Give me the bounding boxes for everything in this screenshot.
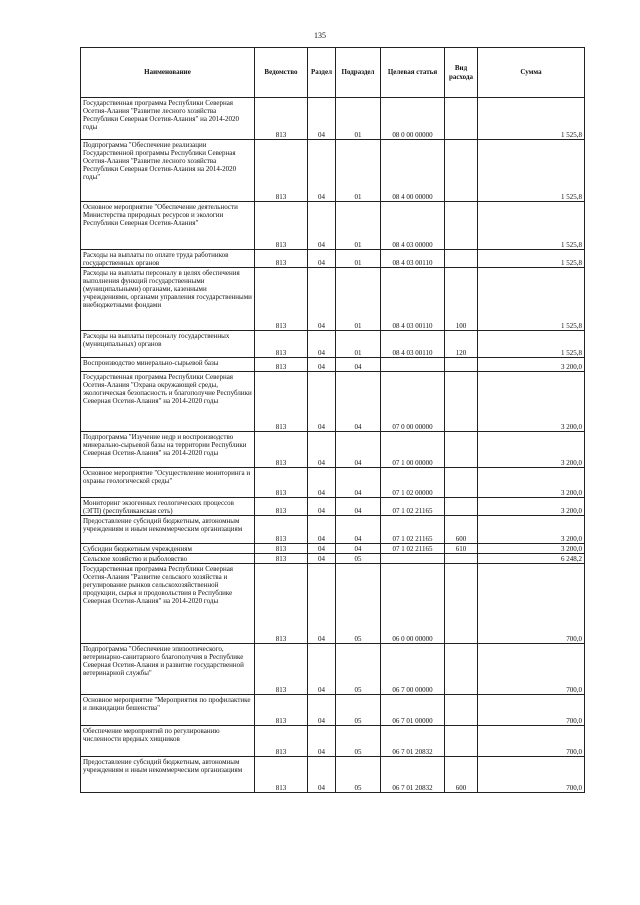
cell-subsection: 01 [336, 140, 381, 202]
page-number: 135 [314, 31, 326, 40]
cell-name [81, 250, 255, 268]
cell-ministry: 813 [255, 250, 308, 268]
cell-section: 04 [308, 250, 336, 268]
cell-name-text: Основное мероприятие "Обеспечение деятельности Министерства природных ресурсов и экологии Республики Северная Осетия-Алания" [83, 203, 238, 227]
budget-table [80, 47, 585, 793]
cell-section: 04 [308, 726, 336, 757]
table-row [81, 372, 585, 432]
cell-amount: 3 200,0 [478, 358, 585, 372]
table-row [81, 268, 585, 331]
cell-name [81, 372, 255, 432]
cell-ministry: 813 [255, 468, 308, 498]
cell-name-text: Расходы на выплаты по оплате труда работников государственных органов [83, 251, 229, 267]
cell-ministry: 813 [255, 516, 308, 544]
cell-subsection: 04 [336, 358, 381, 372]
cell-subsection: 05 [336, 695, 381, 726]
cell-target: 06 7 01 00000 [381, 695, 445, 726]
cell-amount: 1 525,8 [478, 202, 585, 250]
cell-expense [445, 695, 478, 726]
cell-name-text: Сельское хозяйство и рыболовство [83, 555, 188, 563]
cell-amount: 3 200,0 [478, 372, 585, 432]
cell-name-text: Государственная программа Республики Северная Осетия-Алания "Развитие лесного хозяйства Республики Северная Осетия-Алания" на 2014-2020 годы [83, 99, 240, 131]
cell-target: 06 7 00 00000 [381, 644, 445, 695]
cell-target: 08 4 03 00110 [381, 250, 445, 268]
table-row [81, 544, 585, 554]
cell-target: 06 0 00 00000 [381, 564, 445, 644]
cell-ministry: 813 [255, 554, 308, 564]
cell-amount: 3 200,0 [478, 544, 585, 554]
cell-ministry: 813 [255, 202, 308, 250]
cell-expense [445, 468, 478, 498]
cell-ministry: 813 [255, 358, 308, 372]
cell-subsection: 01 [336, 250, 381, 268]
cell-expense: 610 [445, 544, 478, 554]
cell-target: 07 1 00 00000 [381, 432, 445, 468]
cell-subsection: 04 [336, 372, 381, 432]
cell-section: 04 [308, 372, 336, 432]
table-row [81, 202, 585, 250]
cell-name-text: Подпрограмма "Обеспечение эпизоотического, ветеринарно-санитарного благополучия в Республике Северная Осетия-Алания и развитие государственной ветеринарной службы" [83, 645, 244, 677]
cell-subsection: 01 [336, 98, 381, 140]
cell-ministry: 813 [255, 432, 308, 468]
cell-section: 04 [308, 268, 336, 331]
cell-name-text: Подпрограмма "Изучение недр и воспроизводство минерально-сырьевой базы на территории Республики Северная Осетия-Алания" на 2014-2020 годы [83, 433, 247, 457]
cell-name-text: Обеспечение мероприятий по регулированию численности вредных хищников [83, 727, 220, 743]
cell-amount: 700,0 [478, 726, 585, 757]
cell-ministry: 813 [255, 372, 308, 432]
cell-amount: 3 200,0 [478, 432, 585, 468]
cell-section: 04 [308, 564, 336, 644]
cell-subsection: 05 [336, 726, 381, 757]
table-row [81, 250, 585, 268]
table-row [81, 554, 585, 564]
cell-target: 07 1 02 21165 [381, 498, 445, 516]
cell-ministry: 813 [255, 331, 308, 358]
cell-expense [445, 140, 478, 202]
cell-name [81, 140, 255, 202]
table-row [81, 644, 585, 695]
cell-target: 07 1 02 21165 [381, 516, 445, 544]
cell-subsection: 04 [336, 544, 381, 554]
cell-section: 04 [308, 98, 336, 140]
cell-name [81, 544, 255, 554]
cell-name [81, 331, 255, 358]
cell-expense [445, 644, 478, 695]
cell-ministry: 813 [255, 757, 308, 793]
cell-expense [445, 250, 478, 268]
cell-section: 04 [308, 202, 336, 250]
table-row [81, 695, 585, 726]
cell-target: 08 4 03 00110 [381, 331, 445, 358]
cell-expense [445, 98, 478, 140]
cell-name [81, 695, 255, 726]
cell-section: 04 [308, 468, 336, 498]
table-row [81, 564, 585, 644]
cell-amount: 1 525,8 [478, 140, 585, 202]
cell-name [81, 644, 255, 695]
cell-name-text: Воспроизводство минерально-сырьевой базы [83, 359, 219, 367]
cell-expense [445, 372, 478, 432]
cell-name [81, 98, 255, 140]
cell-ministry: 813 [255, 140, 308, 202]
cell-section: 04 [308, 757, 336, 793]
cell-expense [445, 358, 478, 372]
cell-target: 06 7 01 20832 [381, 757, 445, 793]
cell-expense: 600 [445, 516, 478, 544]
cell-name-text: Подпрограмма "Обеспечение реализации Государственной программы Республики Северная Осетия-Алания "Развитие лесного хозяйства Республики Северная Осетия-Алания на 2014-2020 годы" [83, 141, 237, 181]
table-row [81, 358, 585, 372]
cell-section: 04 [308, 331, 336, 358]
table-row [81, 98, 585, 140]
cell-subsection: 01 [336, 202, 381, 250]
cell-amount: 1 525,8 [478, 250, 585, 268]
cell-ministry: 813 [255, 98, 308, 140]
cell-section: 04 [308, 644, 336, 695]
column-header-ministry: Ведомство [255, 48, 308, 98]
cell-name-text: Основное мероприятие "Мероприятия по профилактике и ликвидации бешенства" [83, 696, 251, 712]
cell-amount: 3 200,0 [478, 468, 585, 498]
cell-name-text: Государственная программа Республики Северная Осетия-Алания "Развитие сельского хозяйства и регулирование рынков сельскохозяйственной продукции, сырья и продовольствия в Республике Северная Осетия-Алания" на 2014-2020 годы [83, 565, 234, 605]
cell-name [81, 516, 255, 544]
column-header-subsection: Подраздел [336, 48, 381, 98]
cell-name [81, 202, 255, 250]
cell-ministry: 813 [255, 726, 308, 757]
cell-subsection: 04 [336, 468, 381, 498]
column-header-expense: Вид расхода [445, 48, 478, 98]
cell-amount: 700,0 [478, 757, 585, 793]
cell-name [81, 498, 255, 516]
cell-expense [445, 498, 478, 516]
table-row [81, 331, 585, 358]
cell-section: 04 [308, 140, 336, 202]
cell-subsection: 04 [336, 432, 381, 468]
cell-amount: 700,0 [478, 644, 585, 695]
cell-ministry: 813 [255, 544, 308, 554]
cell-ministry: 813 [255, 695, 308, 726]
column-header-target: Целевая статья [381, 48, 445, 98]
cell-ministry: 813 [255, 498, 308, 516]
cell-subsection: 04 [336, 516, 381, 544]
cell-name [81, 268, 255, 331]
cell-name [81, 468, 255, 498]
cell-subsection: 05 [336, 644, 381, 695]
cell-section: 04 [308, 358, 336, 372]
cell-subsection: 01 [336, 331, 381, 358]
table-row [81, 468, 585, 498]
cell-section: 04 [308, 516, 336, 544]
cell-section: 04 [308, 544, 336, 554]
cell-expense [445, 726, 478, 757]
table-row [81, 498, 585, 516]
cell-name [81, 757, 255, 793]
cell-amount: 700,0 [478, 564, 585, 644]
cell-subsection: 04 [336, 498, 381, 516]
column-header-section: Раздел [308, 48, 336, 98]
cell-subsection: 05 [336, 564, 381, 644]
cell-target: 07 1 02 21165 [381, 544, 445, 554]
cell-name [81, 726, 255, 757]
cell-expense: 600 [445, 757, 478, 793]
cell-target: 08 4 03 00000 [381, 202, 445, 250]
cell-section: 04 [308, 554, 336, 564]
cell-target: 07 0 00 00000 [381, 372, 445, 432]
cell-name-text: Субсидии бюджетным учреждениям [83, 545, 192, 553]
cell-target: 08 4 00 00000 [381, 140, 445, 202]
cell-target [381, 554, 445, 564]
cell-expense: 120 [445, 331, 478, 358]
cell-subsection: 05 [336, 554, 381, 564]
cell-expense [445, 202, 478, 250]
table-row [81, 757, 585, 793]
cell-name [81, 564, 255, 644]
cell-expense: 100 [445, 268, 478, 331]
cell-expense [445, 432, 478, 468]
cell-amount: 1 525,8 [478, 268, 585, 331]
cell-section: 04 [308, 432, 336, 468]
cell-target: 06 7 01 20832 [381, 726, 445, 757]
cell-name-text: Государственная программа Республики Северная Осетия-Алания "Охрана окружающей среды, экологическая безопасность и благополучие Республики Северная Осетия-Алания" на 2014-2020 годы [83, 373, 252, 405]
cell-ministry: 813 [255, 564, 308, 644]
cell-name [81, 554, 255, 564]
cell-name-text: Мониторинг экзогенных геологических процессов (ЭГП) (республиканская сеть) [83, 499, 234, 515]
cell-ministry: 813 [255, 268, 308, 331]
cell-target [381, 358, 445, 372]
header-row [81, 48, 585, 98]
cell-amount: 3 200,0 [478, 498, 585, 516]
table-row [81, 516, 585, 544]
cell-expense [445, 564, 478, 644]
cell-ministry: 813 [255, 644, 308, 695]
cell-target: 08 4 03 00110 [381, 268, 445, 331]
column-header-amount: Сумма [478, 48, 585, 98]
cell-subsection: 05 [336, 757, 381, 793]
table-row [81, 432, 585, 468]
cell-name-text: Предоставление субсидий бюджетным, автономным учреждениям и иным некоммерческим организациям [83, 758, 243, 774]
cell-amount: 1 525,8 [478, 98, 585, 140]
cell-name [81, 358, 255, 372]
cell-name-text: Основное мероприятие "Осуществление мониторинга и охраны геологической среды" [83, 469, 251, 485]
cell-amount: 1 525,8 [478, 331, 585, 358]
cell-amount: 6 248,2 [478, 554, 585, 564]
cell-amount: 3 200,0 [478, 516, 585, 544]
cell-subsection: 01 [336, 268, 381, 331]
cell-section: 04 [308, 498, 336, 516]
cell-target: 07 1 02 00000 [381, 468, 445, 498]
cell-target: 08 0 00 00000 [381, 98, 445, 140]
table-row [81, 140, 585, 202]
cell-expense [445, 554, 478, 564]
cell-section: 04 [308, 695, 336, 726]
table-row [81, 726, 585, 757]
column-header-name: Наименование [81, 48, 255, 98]
cell-amount: 700,0 [478, 695, 585, 726]
cell-name-text: Расходы на выплаты персоналу в целях обеспечения выполнения функций государственными (муниципальными) органами, казенными учреждениями, органами управления государственными внебюджетными фондами [83, 269, 252, 309]
cell-name-text: Предоставление субсидий бюджетным, автономным учреждениям и иным некоммерческим организациям [83, 517, 243, 533]
cell-name [81, 432, 255, 468]
cell-name-text: Расходы на выплаты персоналу государственных (муниципальных) органов [83, 332, 230, 348]
